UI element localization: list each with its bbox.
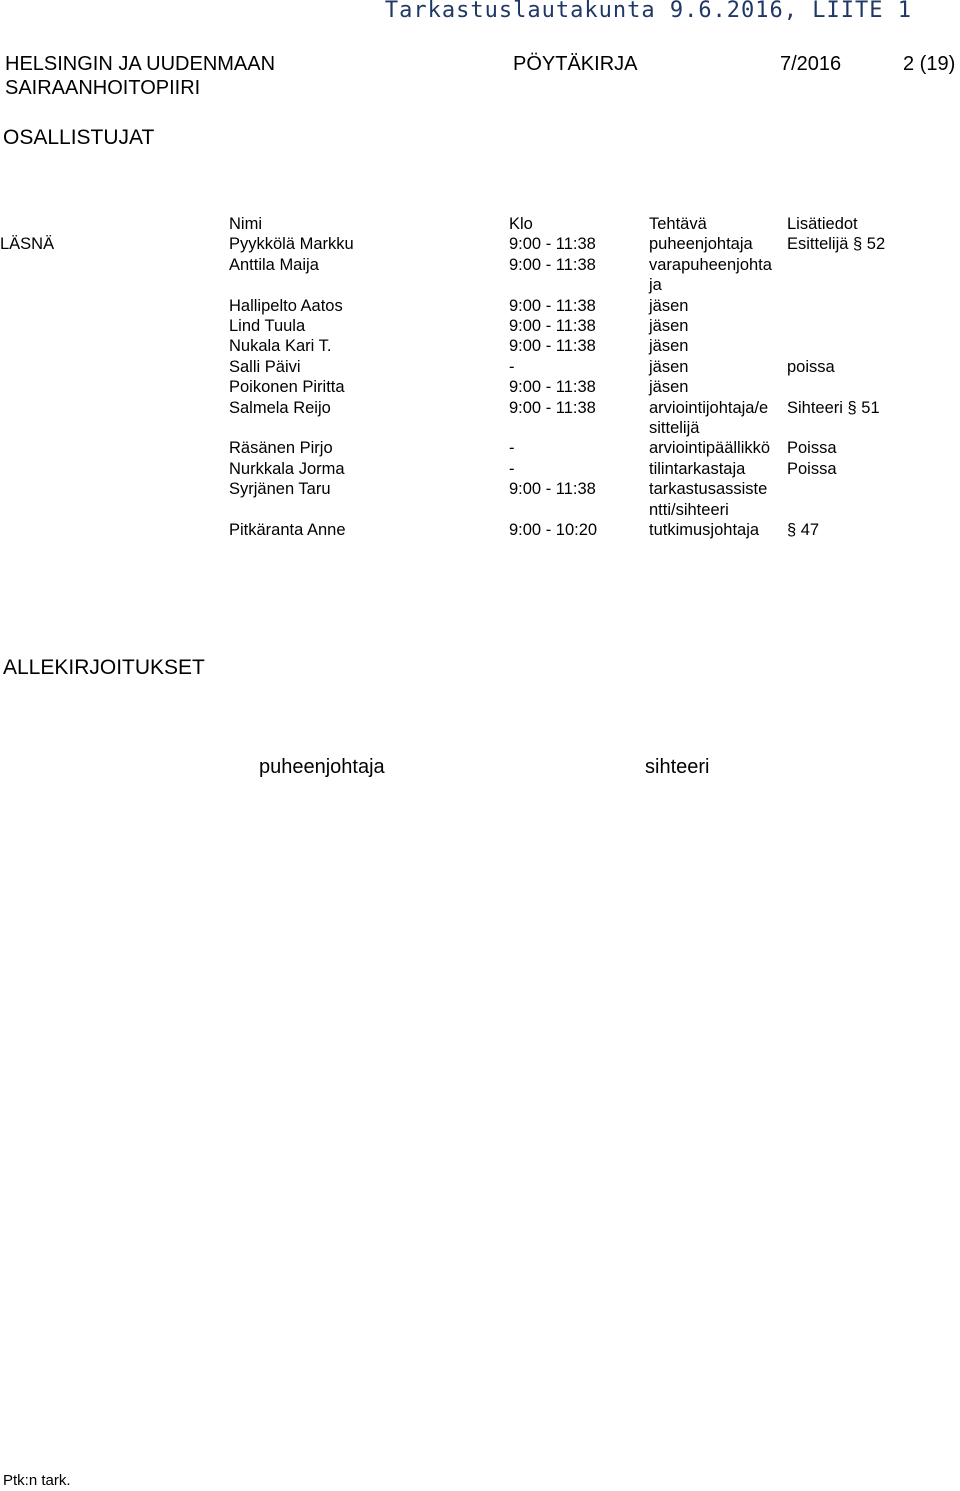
signatures-heading: ALLEKIRJOITUKSET xyxy=(3,656,205,679)
participant-time: 9:00 - 11:38 xyxy=(509,235,596,254)
table-row xyxy=(0,459,927,479)
document-type: PÖYTÄKIRJA xyxy=(513,53,638,75)
attendance-group-label: LÄSNÄ xyxy=(0,235,55,254)
signature-chair-label: puheenjohtaja xyxy=(259,756,385,778)
participant-role: tutkimusjohtaja xyxy=(649,521,760,540)
table-row xyxy=(0,234,927,254)
document-number: 7/2016 xyxy=(780,53,842,75)
participant-time: 9:00 - 10:20 xyxy=(509,521,598,540)
table-row xyxy=(0,357,927,377)
organization-name-line1: HELSINGIN JA UUDENMAAN xyxy=(5,53,276,75)
participant-notes xyxy=(787,316,927,336)
signature-secretary-label: sihteeri xyxy=(645,756,710,778)
appendix-title: Tarkastuslautakunta 9.6.2016, LIITE 1 xyxy=(384,0,912,23)
table-row xyxy=(0,479,927,520)
participant-role: varapuheenjohta ja xyxy=(649,255,772,295)
participant-time: 9:00 - 11:38 xyxy=(509,255,596,274)
table-row xyxy=(0,398,927,439)
table-row xyxy=(0,316,927,336)
participant-notes: Sihteeri § 51 xyxy=(787,398,880,417)
participant-time: - xyxy=(509,439,515,458)
table-row xyxy=(0,377,927,397)
participant-notes: Esittelijä § 52 xyxy=(787,235,886,254)
organization-name-line2: SAIRAANHOITOPIIRI xyxy=(5,77,201,99)
participants-heading: OSALLISTUJAT xyxy=(3,126,155,149)
table-header-row xyxy=(0,214,927,234)
participant-name: Pyykkölä Markku xyxy=(229,235,354,254)
participant-role: jäsen xyxy=(649,317,689,336)
participant-name: Nurkkala Jorma xyxy=(229,459,345,478)
participant-role: jäsen xyxy=(649,378,689,397)
participant-name: Syrjänen Taru xyxy=(229,480,331,499)
participant-role: tarkastusassiste ntti/sihteeri xyxy=(649,480,768,519)
participant-notes xyxy=(787,479,927,520)
participant-name: Salmela Reijo xyxy=(229,398,331,417)
participant-role: arviointijohtaja/e sittelijä xyxy=(649,398,769,438)
participant-notes: Poissa xyxy=(787,459,837,478)
participant-name: Lind Tuula xyxy=(229,317,306,336)
table-row xyxy=(0,336,927,356)
participant-name: Hallipelto Aatos xyxy=(229,296,343,315)
table-row xyxy=(0,438,927,458)
column-header-name: Nimi xyxy=(229,215,262,233)
column-header-notes: Lisätiedot xyxy=(787,215,858,233)
participant-time: 9:00 - 11:38 xyxy=(509,296,596,315)
participant-name: Pitkäranta Anne xyxy=(229,521,346,540)
participant-time: 9:00 - 11:38 xyxy=(509,398,596,417)
participant-role: jäsen xyxy=(649,296,689,315)
page-number: 2 (19) xyxy=(903,53,956,75)
participant-name: Salli Päivi xyxy=(229,357,301,376)
participant-time: - xyxy=(509,459,515,478)
participant-role: jäsen xyxy=(649,357,689,376)
participant-time: 9:00 - 11:38 xyxy=(509,378,596,397)
table-row xyxy=(0,520,927,540)
participant-time: 9:00 - 11:38 xyxy=(509,317,596,336)
participant-notes: Poissa xyxy=(787,439,837,458)
participant-notes xyxy=(787,296,927,316)
participant-time: 9:00 - 11:38 xyxy=(509,480,596,499)
minutes-checker-initials-label: Ptk:n tark. xyxy=(3,1472,71,1489)
participant-notes: poissa xyxy=(787,357,835,376)
participant-name: Räsänen Pirjo xyxy=(229,439,333,458)
participant-notes xyxy=(787,336,927,356)
participant-time: - xyxy=(509,357,515,376)
participant-role: puheenjohtaja xyxy=(649,235,753,254)
participant-role: tilintarkastaja xyxy=(649,459,746,478)
participant-role: jäsen xyxy=(649,337,689,356)
table-row xyxy=(0,255,927,296)
table-row xyxy=(0,296,927,316)
participant-name: Nukala Kari T. xyxy=(229,337,332,356)
column-header-time: Klo xyxy=(509,215,533,233)
participant-role: arviointipäällikkö xyxy=(649,439,771,458)
participant-time: 9:00 - 11:38 xyxy=(509,337,596,356)
participant-notes xyxy=(787,377,927,397)
participants-table xyxy=(0,214,927,541)
participant-name: Poikonen Piritta xyxy=(229,378,345,397)
participant-notes xyxy=(787,255,927,296)
participant-name: Anttila Maija xyxy=(229,255,319,274)
participant-notes: § 47 xyxy=(787,521,820,540)
column-header-role: Tehtävä xyxy=(649,215,707,233)
